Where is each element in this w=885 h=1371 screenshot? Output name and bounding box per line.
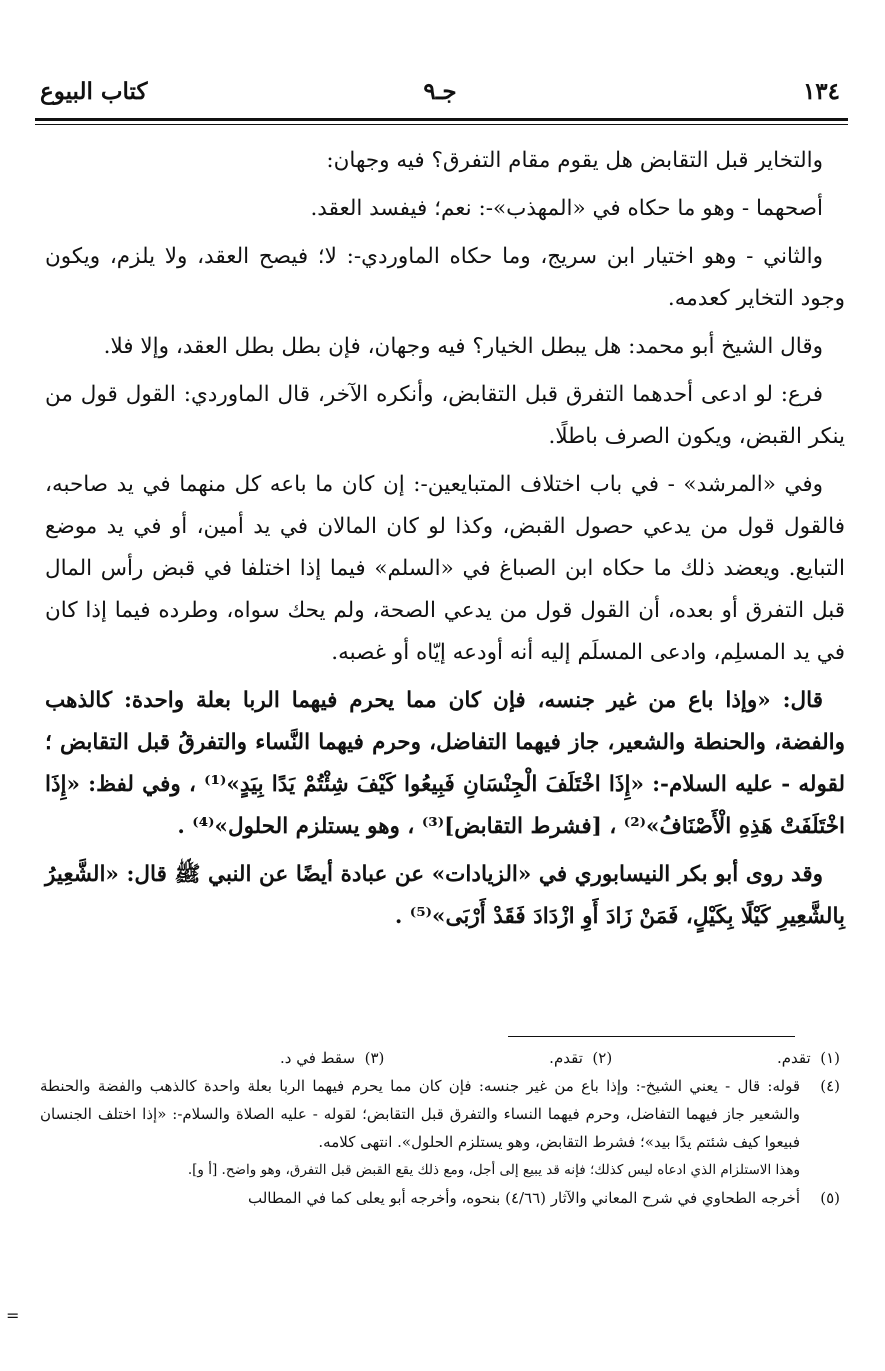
footnote-5: [40, 1184, 840, 1212]
footnote-text: سقط في د.: [280, 1049, 356, 1067]
paragraph: أصحهما - وهو ما حكاه في «المهذب»-: نعم؛ فيفسد العقد.: [310, 196, 823, 221]
volume-label: جـ٩: [423, 78, 457, 105]
paragraph: والثاني - وهو اختيار ابن سريج، وما حكاه الماوردي-: لا؛ فيصح العقد، ولا يلزم، ويكون وجود التخاير كعدمه.: [45, 244, 845, 311]
footnote-row: [40, 1044, 840, 1072]
header-rule-thick: [35, 118, 848, 121]
footnote-indent: [800, 1156, 840, 1184]
paragraph: وقال الشيخ أبو محمد: هل يبطل الخيار؟ فيه وجهان، فإن بطل بطل العقد، وإلا فلا.: [103, 334, 823, 359]
footnote-3: [280, 1044, 384, 1072]
footnote-text: أخرجه الطحاوي في شرح المعاني والآثار (٤/٦٦) بنحوه، وأخرجه أبو يعلى كما في المطالب: [247, 1189, 800, 1207]
quoted-text-paragraph: قال: «وإذا باع من غير جنسه، فإن كان مما يحرم فيهما الربا بعلة واحدة: كالذهب والفضة، والحنطة والشعير، جاز فيهما التفاضل، وحرم فيهما النَّساء والتفرقُ قبل التقابض ؛ لقوله - عليه السلام-: «إِذَا اخْتَلَفَ الْجِنْسَانِ فَبِيعُوا كَيْفَ شِئْتُمْ يَدًا بِيَدٍ»⁽¹⁾ ، وفي لفظ: «إِذَا اخْتَلَفَتْ هَذِهِ الْأَصْنَافُ»⁽²⁾ ، [فشرط التقابض]⁽³⁾ ، وهو يستلزم الحلول»⁽⁴⁾ .: [45, 688, 845, 839]
footnote-number: (١): [820, 1049, 840, 1067]
paragraph: وفي «المرشد» - في باب اختلاف المتبايعين-: إن كان ما باعه كل منهما في يد صاحبه، فالقول قول من يدعي حصول القبض، وكذا لو كان المالان في يد أمين، أو في يد موضع التبايع. ويعضد ذلك ما حكاه ابن الصباغ في «السلم» فيما إذا اختلفا في قبض رأس المال قبل التفرق أو بعده، أن القول قول من يدعي الصحة، ولم يحك سواه، وطرده فيما إذا كان في يد المسلِم، وادعى المسلَم إليه أنه أودعه إيّاه أو غصبه.: [45, 472, 845, 665]
footnote-group: [280, 1044, 840, 1072]
footnote-number: (٤): [820, 1077, 840, 1095]
main-text: [45, 140, 845, 944]
margin-mark: =: [6, 1306, 20, 1325]
footnote-separator: [508, 1036, 795, 1037]
header-rule-thin: [35, 124, 848, 125]
book-title: كتاب البيوع: [40, 78, 148, 105]
footnote-2: [549, 1044, 612, 1072]
footnote-text: وهذا الاستلزام الذي ادعاه ليس كذلك؛ فإنه قد يبيع إلى أجل، ومع ذلك يقع القبض قبل التفرق، وهو واضح. [أ و].: [187, 1162, 800, 1178]
footnote-text: تقدم.: [776, 1049, 811, 1067]
page-number: ١٣٤: [802, 78, 840, 105]
footnote-text: قوله: قال - يعني الشيخ-: وإذا باع من غير جنسه: فإن كان مما يحرم فيهما الربا بعلة واحدة كالذهب والفضة والحنطة والشعير جاز فيهما التفاضل، وحرم فيهما النساء والتفرق قبل التقابض؛ لقوله - عليه الصلاة والسلام-: «إذا اختلف الجنسان فبيعوا كيف شئتم يدًا بيد»؛ فشرط التقابض، وهو يستلزم الحلول». انتهى كلامه.: [40, 1077, 800, 1151]
footnote-number: (٣): [364, 1049, 385, 1067]
running-header: [40, 78, 840, 118]
paragraph: والتخاير قبل التقابض هل يقوم مقام التفرق؟ فيه وجهان:: [326, 148, 823, 173]
hadith-paragraph: وقد روى أبو بكر النيسابوري في «الزيادات» عن عبادة أيضًا عن النبي ﷺ قال: «الشَّعِيرُ بِالشَّعِيرِ كَيْلًا بِكَيْلٍ، فَمَنْ زَادَ أَوِ ازْدَادَ فَقَدْ أَرْبَى»⁽⁵⁾ .: [45, 862, 845, 929]
paragraph: فرع: لو ادعى أحدهما التفرق قبل التقابض، وأنكره الآخر، قال الماوردي: القول قول من ينكر القبض، ويكون الصرف باطلًا.: [45, 382, 845, 449]
footnote-number: (٢): [592, 1049, 613, 1067]
footnote-4: [40, 1072, 840, 1156]
footnote-1: [777, 1044, 840, 1072]
footnote-4-note: [40, 1156, 840, 1184]
footnote-number: (٥): [820, 1189, 840, 1207]
footnotes: [40, 1044, 840, 1212]
footnote-text: تقدم.: [549, 1049, 583, 1067]
